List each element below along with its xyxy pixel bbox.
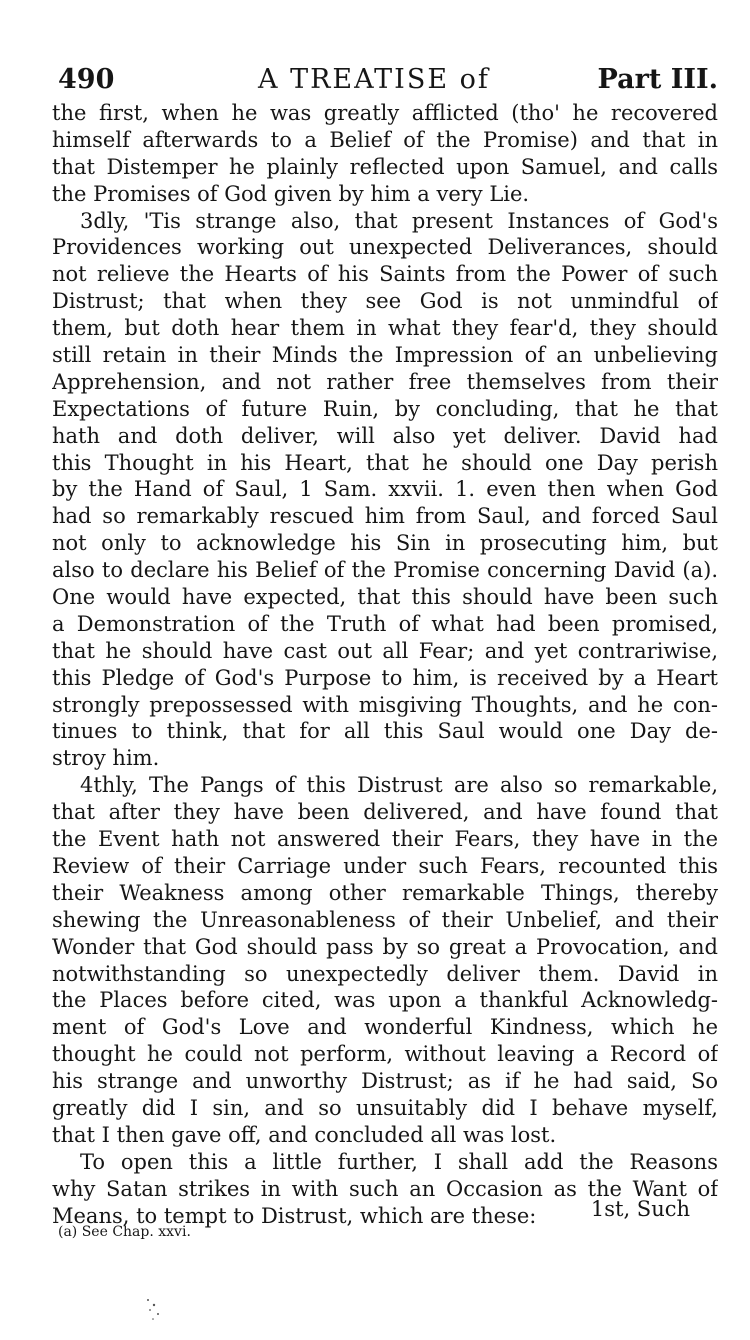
text-line: had so remarkably rescued him from Saul, and forced Saul [52,504,718,529]
text-line: tinues to think, that for all this Saul would one Day de- [52,719,718,744]
text-line: not only to acknowledge his Sin in prosecuting him, but [52,531,718,556]
text-line: Distrust; that when they see God is not unmindful of [52,289,718,314]
paper-specks [142,1296,172,1326]
text-line: the Places before cited, was upon a thankful Acknowledg- [52,988,718,1013]
text-line: why Satan strikes in with such an Occasion as the Want of [52,1176,718,1201]
running-title: A TREATISE of [258,64,490,95]
text-line: himself afterwards to a Belief of the Promise) and that in [52,127,718,152]
text-line: strongly prepossessed with misgiving Thoughts, and he con- [52,692,718,717]
text-line: the Event hath not answered their Fears, they have in the [52,827,718,852]
text-line: Providences working out unexpected Deliverances, should [52,235,718,260]
text-line: hath and doth deliver, will also yet deliver. David had [52,423,718,448]
text-line: also to declare his Belief of the Promise concerning David (a). [52,558,718,583]
text-line: 3dly, 'Tis strange also, that present Instances of God's [80,208,718,233]
text-line: Wonder that God should pass by so great a Provocation, and [52,934,718,959]
part-label: Part III. [597,64,718,95]
text-line: not relieve the Hearts of his Saints from the Power of such [52,262,718,287]
text-line: the Promises of God given by him a very Lie. [52,181,530,206]
running-header [58,64,718,104]
text-line: their Weakness among other remarkable Things, thereby [52,880,718,905]
text-line: notwithstanding so unexpectedly deliver them. David in [52,961,718,986]
text-line: the first, when he was greatly afflicted (tho' he recovered [52,101,718,125]
catchword: 1st, Such [590,1197,690,1221]
text-line: this Thought in his Heart, that he should one Day perish [52,450,718,475]
text-line: Apprehension, and not rather free themselves from their [52,369,718,394]
text-line: them, but doth hear them in what they fear'd, they should [52,316,718,341]
text-line: 4thly, The Pangs of this Distrust are also so remarkable, [80,773,718,798]
text-line: ment of God's Love and wonderful Kindness, which he [52,1015,718,1040]
text-line: by the Hand of Saul, 1 Sam. xxvii. 1. even then when God [52,477,718,502]
page-number: 490 [58,64,115,95]
body-text [52,100,718,1229]
text-line: thought he could not perform, without leaving a Record of [52,1042,718,1067]
text-line: Expectations of future Ruin, by concluding, that he that [52,396,718,421]
text-line: that Distemper he plainly reflected upon Samuel, and calls [52,154,718,179]
text-line: shewing the Unreasonableness of their Unbelief, and their [52,907,718,932]
text-line: greatly did I sin, and so unsuitably did I behave myself, [52,1095,718,1120]
text-line: still retain in their Minds the Impression of an unbelieving [52,343,718,368]
text-line: this Pledge of God's Purpose to him, is received by a Heart [52,665,718,690]
text-line: One would have expected, that this should have been such [52,585,718,610]
text-line: that I then gave off, and concluded all was lost. [52,1122,557,1147]
text-line: stroy him. [52,746,160,771]
text-line: Means, to tempt to Distrust, which are these: [52,1203,537,1228]
footnote: (a) See Chap. xxvi. [58,1224,191,1240]
text-line: a Demonstration of the Truth of what had been promised, [52,611,718,636]
text-line: that he should have cast out all Fear; and yet contrariwise, [52,638,718,663]
text-line: that after they have been delivered, and have found that [52,800,718,825]
text-line: To open this a little further, I shall add the Reasons [80,1149,718,1174]
text-line: his strange and unworthy Distrust; as if he had said, So [52,1069,718,1094]
text-line: Review of their Carriage under such Fears, recounted this [52,853,718,878]
